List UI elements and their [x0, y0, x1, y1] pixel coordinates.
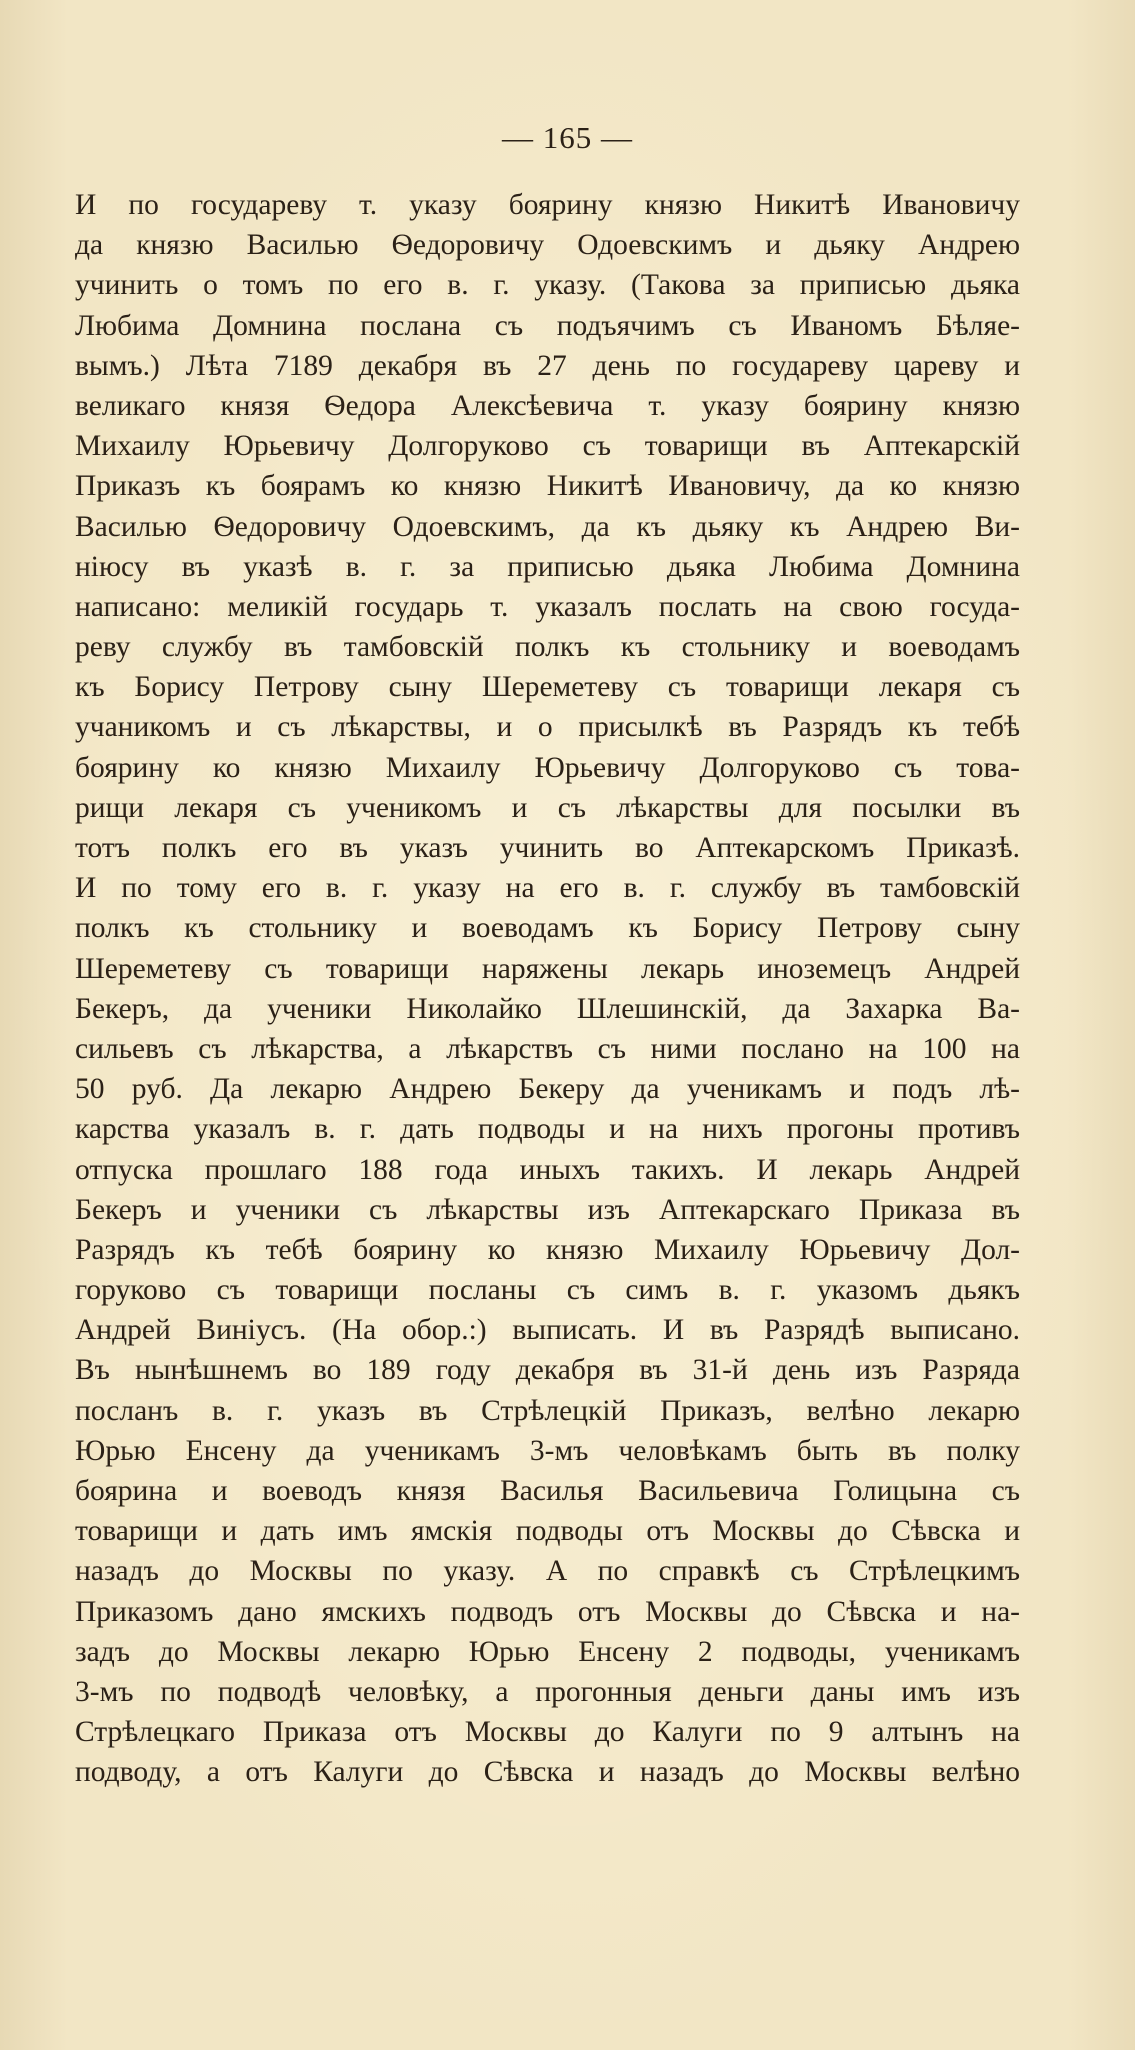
text-line: посланъ в. г. указъ въ Стрѣлецкій Приказъ, велѣно лекарю	[75, 1394, 1020, 1427]
text-line: И по тому его в. г. указу на его в. г. службу въ тамбовскій	[75, 872, 1020, 905]
text-line: великаго князя Ѳедора Алексѣевича т. указу боярину князю	[75, 389, 1020, 422]
text-line: горуково съ товарищи посланы съ симъ в. г. указомъ дьякъ	[75, 1274, 1020, 1307]
text-line: учаникомъ и съ лѣкарствы, и о присылкѣ въ Разрядъ къ тебѣ	[75, 711, 1020, 744]
text-line: тотъ полкъ его въ указъ учинить во Аптекарскомъ Приказѣ.	[75, 832, 1020, 864]
page-number: — 165 —	[502, 120, 633, 155]
text-line: 50 руб. Да лекарю Андрею Бекеру да ученикамъ и подъ лѣ-	[75, 1073, 1020, 1106]
text-line: боярину ко князю Михаилу Юрьевичу Долгоруково съ това-	[75, 751, 1020, 784]
text-line: написано: меликій государь т. указалъ послать на свою госуда-	[75, 590, 1020, 623]
text-line: Бекеръ и ученики съ лѣкарствы изъ Аптекарскаго Приказа въ	[75, 1193, 1020, 1226]
text-line: отпуска прошлаго 188 года иныхъ такихъ. И лекарь Андрей	[75, 1153, 1020, 1186]
text-line: Шереметеву съ товарищи наряжены лекарь иноземецъ Андрей	[75, 952, 1020, 985]
text-line: Бекеръ, да ученики Николайко Шлешинскій, да Захарка Ва-	[75, 992, 1020, 1025]
text-line: 3-мъ по подводѣ человѣку, а прогонныя деньги даны имъ изъ	[75, 1675, 1020, 1708]
text-line: задъ до Москвы лекарю Юрью Енсену 2 подводы, ученикамъ	[75, 1635, 1020, 1668]
text-line: Любима Домнина послана съ подъячимъ съ Иваномъ Бѣляе-	[75, 309, 1020, 342]
text-line: товарищи и дать имъ ямскія подводы отъ Москвы до Сѣвска и	[75, 1515, 1020, 1548]
text-line: реву службу въ тамбовскій полкъ къ стольнику и воеводамъ	[75, 631, 1020, 664]
text-line: вымъ.) Лѣта 7189 декабря въ 27 день по государеву цареву и	[75, 349, 1020, 382]
text-line: назадъ до Москвы по указу. А по справкѣ съ Стрѣлецкимъ	[75, 1555, 1020, 1588]
text-line: да князю Василью Ѳедоровичу Одоевскимъ и дьяку Андрею	[75, 229, 1020, 262]
text-line: полкъ къ стольнику и воеводамъ къ Борису Петрову сыну	[75, 912, 1020, 945]
text-line: ніюсу въ указѣ в. г. за приписью дьяка Любима Домнина	[75, 550, 1020, 583]
text-line: Юрью Енсену да ученикамъ 3-мъ человѣкамъ быть въ полку	[75, 1434, 1020, 1467]
text-line: боярина и воеводъ князя Василья Васильевича Голицына съ	[75, 1475, 1020, 1507]
text-line: Разрядъ къ тебѣ боярину ко князю Михаилу Юрьевичу Дол-	[75, 1233, 1020, 1266]
text-line: Приказомъ дано ямскихъ подводъ отъ Москвы до Сѣвска и на-	[75, 1595, 1020, 1628]
text-line: учинить о томъ по его в. г. указу. (Такова за приписью дьяка	[75, 269, 1020, 302]
text-line: Въ нынѣшнемъ во 189 году декабря въ 31-й день изъ Разряда	[75, 1354, 1020, 1387]
text-line: Василью Ѳедоровичу Одоевскимъ, да къ дьяку къ Андрею Ви-	[75, 510, 1020, 543]
text-line: И по государеву т. указу боярину князю Никитѣ Ивановичу	[75, 189, 1020, 221]
text-line: Приказъ къ боярамъ ко князю Никитѣ Ивановичу, да ко князю	[75, 470, 1020, 503]
text-line: подводу, а отъ Калуги до Сѣвска и назадъ до Москвы велѣно	[75, 1756, 1020, 1789]
text-line: рищи лекаря съ ученикомъ и съ лѣкарствы для посылки въ	[75, 791, 1020, 824]
text-line: Андрей Виніусъ. (На обор.:) выписать. И въ Разрядѣ выписано.	[75, 1314, 1020, 1347]
text-line: сильевъ съ лѣкарства, а лѣкарствъ съ ними послано на 100 на	[75, 1032, 1020, 1065]
body-text	[75, 185, 1020, 1793]
text-line: къ Борису Петрову сыну Шереметеву съ товарищи лекаря съ	[75, 671, 1020, 704]
text-line: Стрѣлецкаго Приказа отъ Москвы до Калуги по 9 алтынъ на	[75, 1716, 1020, 1749]
text-line: Михаилу Юрьевичу Долгоруково съ товарищи въ Аптекарскій	[75, 430, 1020, 463]
text-line: карства указалъ в. г. дать подводы и на нихъ прогоны противъ	[75, 1113, 1020, 1146]
